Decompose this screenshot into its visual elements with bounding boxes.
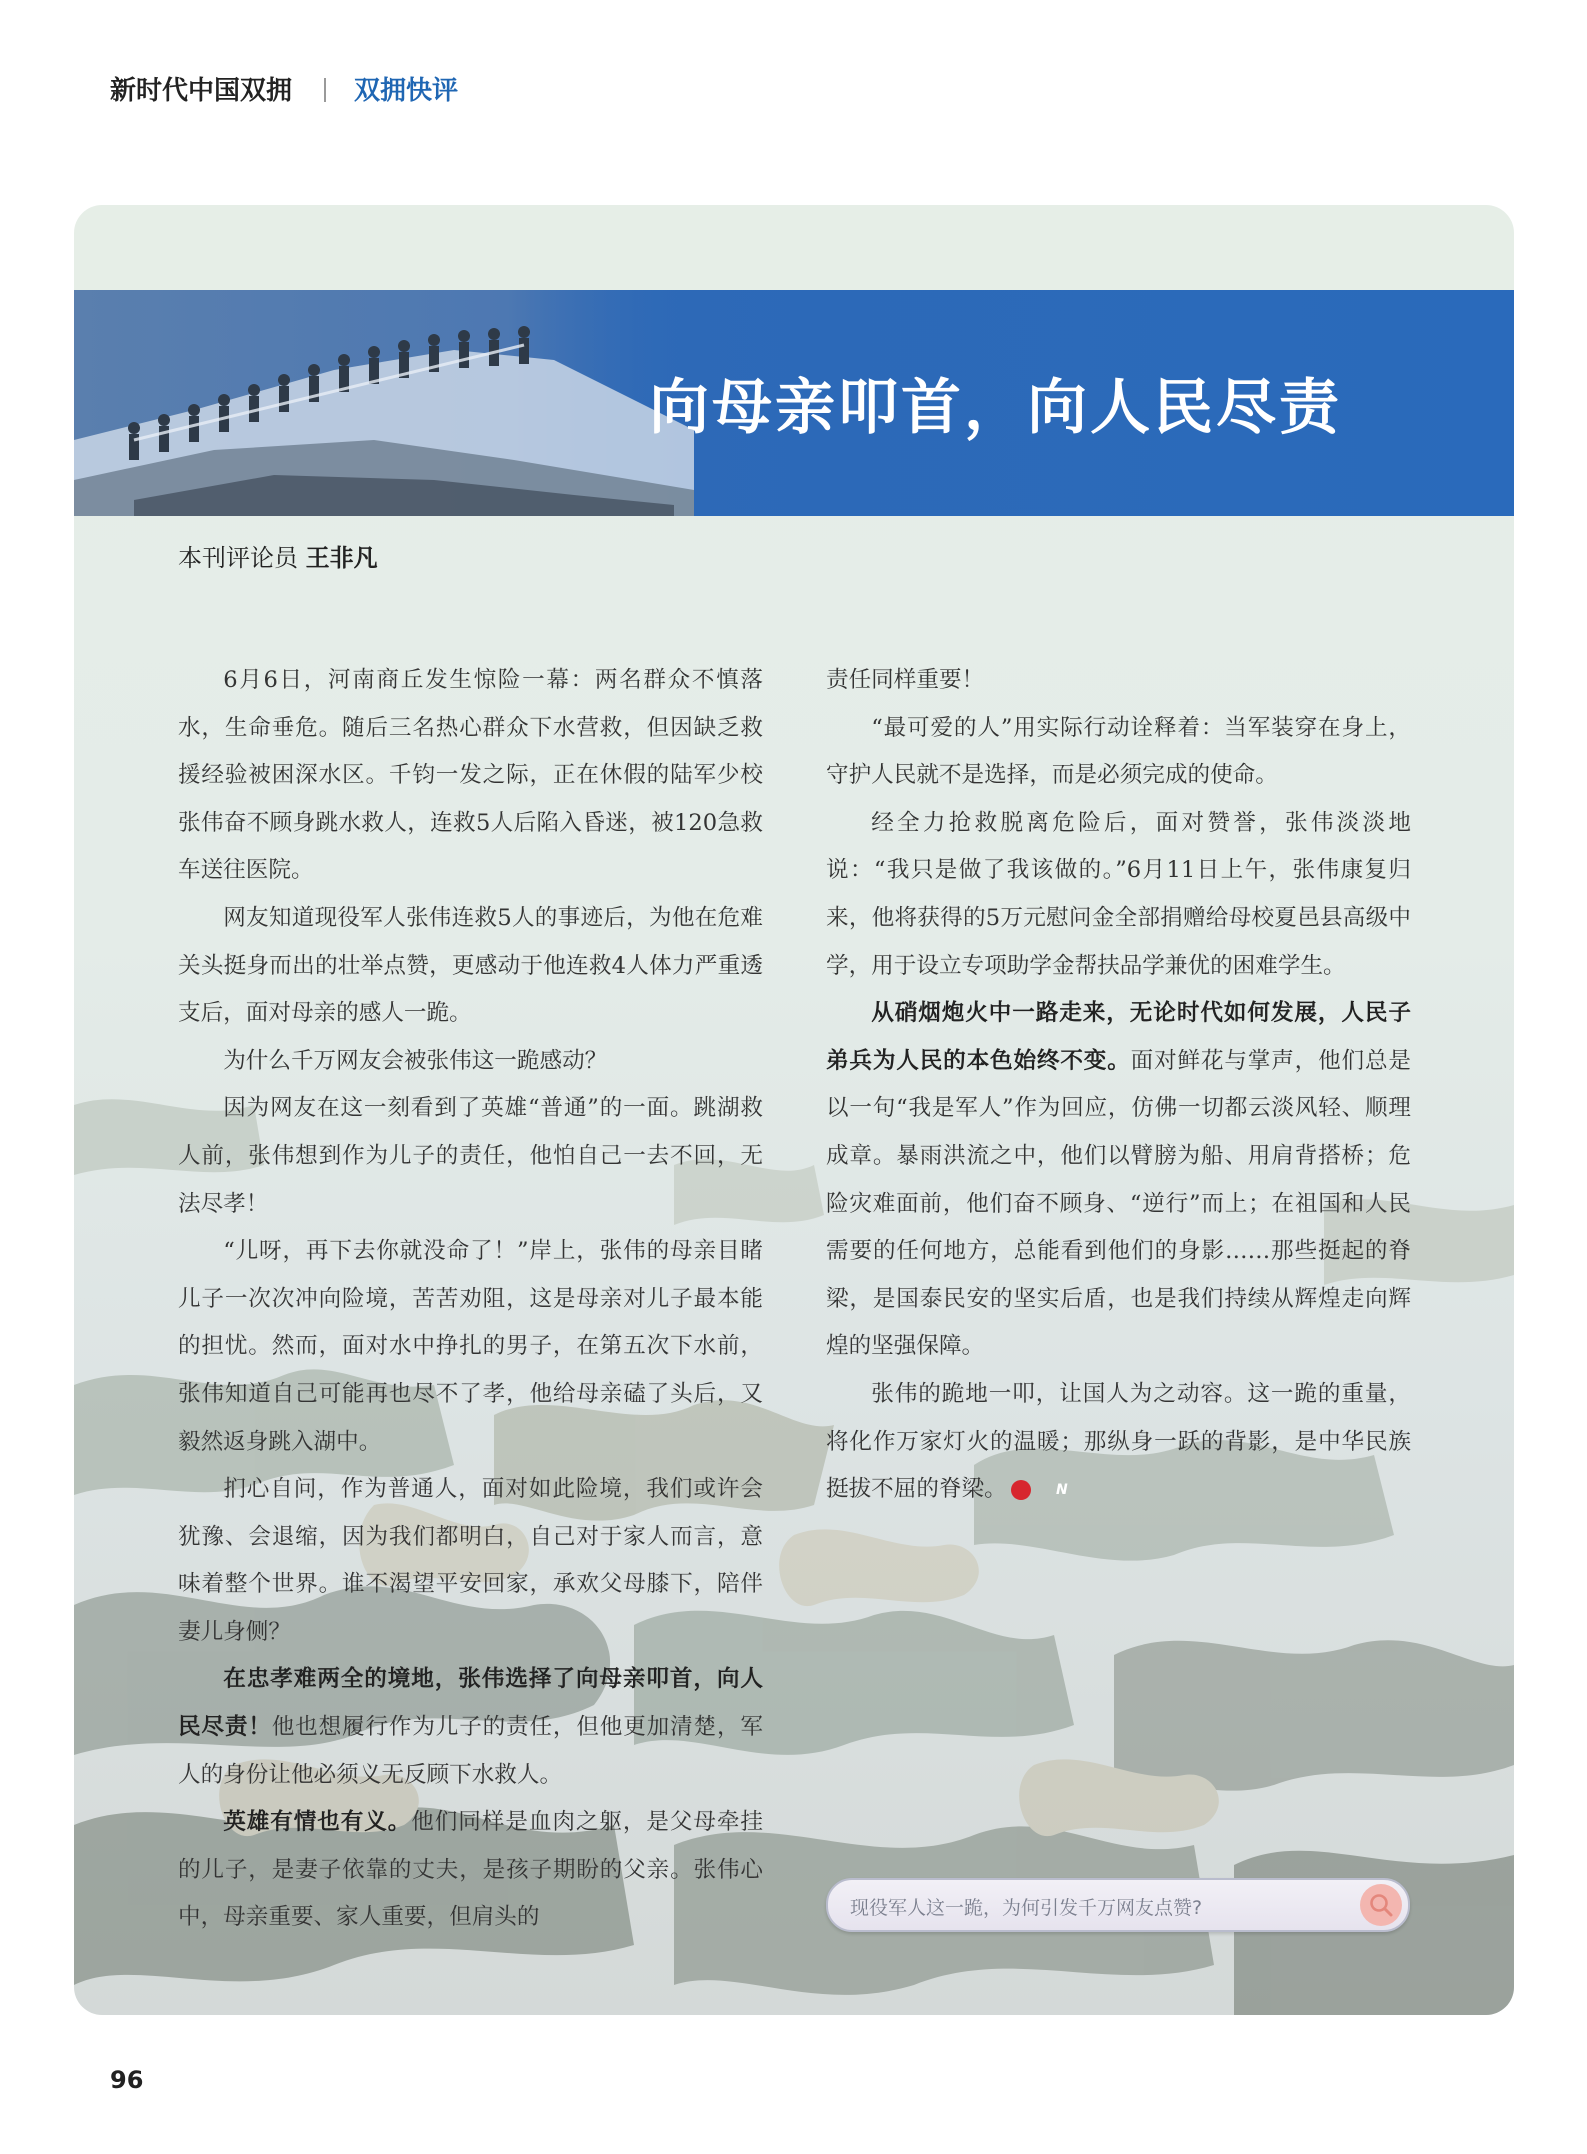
section-name: 双拥快评 [354, 76, 459, 106]
banner-photo [74, 290, 694, 516]
byline-role: 本刊评论员 [178, 544, 298, 572]
paragraph [826, 990, 1411, 1371]
search-placeholder: 现役军人这一跪，为何引发千万网友点赞? [850, 1897, 1203, 1919]
paragraph [178, 1228, 763, 1466]
paragraph-text: 为什么千万网友会被张伟这一跪感动？ [223, 1047, 608, 1074]
page-header [110, 70, 458, 107]
paragraph-text: 因为网友在这一刻看到了英雄“普通”的一面。跳湖救人前，张伟想到作为儿子的责任，他怕自己一去不回，无法尽孝！ [178, 1095, 763, 1217]
article-column-right [826, 657, 1411, 1514]
paragraph-text: 张伟的跪地一叩，让国人为之动容。这一跪的重量，将化作万家灯火的温暖；那纵身一跃的背影，是中华民族挺拔不屈的脊梁。 [826, 1380, 1411, 1503]
paragraph-text: 面对鲜花与掌声，他们总是以一句“我是军人”作为回应，仿佛一切都云淡风轻、顺理成章。暴雨洪流之中，他们以臂膀为船、用肩背搭桥；危险灾难面前，他们奋不顾身、“逆行”而上；在祖国和人民需要的任何地方，总能看到他们的身影……那些挺起的脊梁，是国泰民安的坚实后盾，也是我们持续从辉煌走向辉煌的坚强保障。 [826, 1047, 1412, 1360]
search-box[interactable] [826, 1878, 1410, 1932]
search-button[interactable] [1360, 1884, 1402, 1926]
article-title: 向母亲叩首，向人民尽责 [649, 373, 1342, 443]
byline [178, 538, 378, 573]
paragraph [178, 1038, 763, 1086]
end-mark-icon: N [1011, 1480, 1031, 1500]
article-card [74, 205, 1514, 2015]
title-banner [74, 290, 1514, 516]
lead-sentence: 从硝烟炮火中一路走来，无论时代如何发展，人民子弟兵为人民的本色始终不变。 [826, 1000, 1411, 1074]
article-column-left [178, 657, 763, 1942]
search-icon [1368, 1892, 1394, 1918]
paragraph-text: 6月6日，河南商丘发生惊险一幕：两名群众不慎落水，生命垂危。随后三名热心群众下水营救，但因缺乏救援经验被困深水区。千钧一发之际，正在休假的陆军少校张伟奋不顾身跳水救人，连救5人后陷入昏迷，被120急救车送往医院。 [178, 667, 763, 884]
paragraph-text: 网友知道现役军人张伟连救5人的事迹后，为他在危难关头挺身而出的壮举点赞，更感动于他连救4人体力严重透支后，面对母亲的感人一跪。 [178, 904, 763, 1027]
paragraph [178, 1799, 763, 1942]
paragraph [178, 1656, 763, 1799]
paragraph [178, 1085, 763, 1228]
paragraph [178, 895, 763, 1038]
paragraph [826, 705, 1411, 800]
paragraph [826, 657, 1411, 705]
paragraph-text: 扪心自问，作为普通人，面对如此险境，我们或许会犹豫、会退缩，因为我们都明白，自己对于家人而言，意味着整个世界。谁不渴望平安回家，承欢父母膝下，陪伴妻儿身侧？ [178, 1476, 763, 1645]
magazine-name: 新时代中国双拥 [110, 76, 293, 106]
paragraph-text: 他们同样是血肉之躯，是父母牵挂的儿子，是妻子依靠的丈夫，是孩子期盼的父亲。张伟心中，母亲重要、家人重要，但肩头的 [178, 1809, 764, 1931]
paragraph-text: 他也想履行作为儿子的责任，但他更加清楚，军人的身份让他必须义无反顾下水救人。 [178, 1714, 763, 1788]
lead-sentence: 在忠孝难两全的境地，张伟选择了向母亲叩首，向人民尽责！ [178, 1666, 763, 1741]
paragraph [178, 657, 763, 895]
paragraph-text: “儿呀，再下去你就没命了！”岸上，张伟的母亲目睹儿子一次次冲向险境，苦苦劝阻，这是母亲对儿子最本能的担忧。然而，面对水中挣扎的男子，在第五次下水前，张伟知道自己可能再也尽不了孝，他给母亲磕了头后，又毅然返身跳入湖中。 [178, 1238, 763, 1455]
page-number: 96 [110, 2066, 144, 2094]
header-divider [324, 78, 326, 102]
paragraph-text: 经全力抢救脱离危险后，面对赞誉，张伟淡淡地说：“我只是做了我该做的。”6月11日上午，张伟康复归来，他将获得的5万元慰问金全部捐赠给母校夏邑县高级中学，用于设立专项助学金帮扶品学兼优的困难学生。 [826, 809, 1411, 979]
byline-author: 王非凡 [305, 544, 378, 572]
paragraph [826, 800, 1411, 990]
lead-sentence: 英雄有情也有义。 [223, 1809, 412, 1836]
paragraph [178, 1466, 763, 1656]
paragraph [826, 1371, 1411, 1514]
paragraph-text: 责任同样重要！ [826, 667, 985, 693]
paragraph-text: “最可爱的人”用实际行动诠释着：当军装穿在身上，守护人民就不是选择，而是必须完成的使命。 [826, 714, 1411, 789]
